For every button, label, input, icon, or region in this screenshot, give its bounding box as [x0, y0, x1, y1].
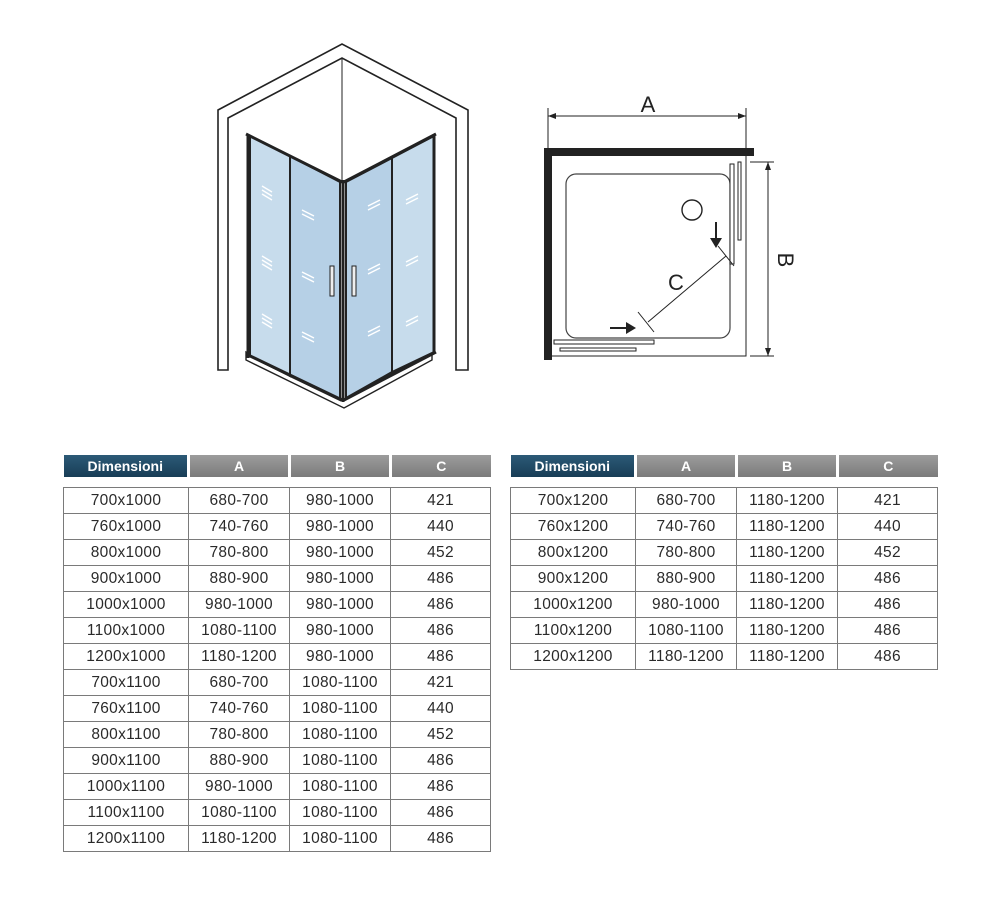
cell-a: 780-800: [636, 540, 737, 566]
cell-b: 1080-1100: [290, 826, 391, 852]
table-row: [511, 488, 938, 514]
cell-a: 1080-1100: [189, 618, 290, 644]
cell-b: 980-1000: [290, 488, 391, 514]
enclosure-outline: [548, 152, 746, 356]
cell-a: 780-800: [189, 540, 290, 566]
table-row: [511, 540, 938, 566]
dimension-b-label: B: [773, 252, 798, 268]
shower-enclosure-illustration: [210, 40, 480, 412]
cell-b: 980-1000: [290, 644, 391, 670]
header-a: A: [636, 455, 737, 477]
cell-dimensioni: 1200x1100: [64, 826, 189, 852]
table-row: [511, 644, 938, 670]
table-header-row: [511, 455, 938, 477]
cell-c: 421: [391, 488, 491, 514]
cell-a: 680-700: [189, 670, 290, 696]
dimensions-table-1: [63, 455, 491, 852]
cell-dimensioni: 1000x1100: [64, 774, 189, 800]
cell-dimensioni: 700x1200: [511, 488, 636, 514]
cell-a: 980-1000: [636, 592, 737, 618]
cell-a: 680-700: [189, 488, 290, 514]
dimension-c-label: C: [668, 270, 684, 295]
cell-b: 1180-1200: [737, 540, 838, 566]
cell-c: 486: [391, 566, 491, 592]
cell-c: 486: [391, 800, 491, 826]
cell-b: 1180-1200: [737, 514, 838, 540]
table-row: [511, 618, 938, 644]
table-row: [64, 514, 491, 540]
cell-dimensioni: 1000x1200: [511, 592, 636, 618]
table-body: [511, 488, 938, 670]
cell-dimensioni: 800x1200: [511, 540, 636, 566]
dimension-a-label: A: [640, 92, 656, 117]
cell-b: 1080-1100: [290, 722, 391, 748]
table-row: [64, 826, 491, 852]
cell-c: 421: [838, 488, 938, 514]
table-row: [64, 592, 491, 618]
table-row: [64, 748, 491, 774]
cell-b: 980-1000: [290, 618, 391, 644]
table-row: [64, 618, 491, 644]
cell-b: 1180-1200: [737, 566, 838, 592]
cell-c: 452: [391, 722, 491, 748]
cell-c: 452: [838, 540, 938, 566]
cell-dimensioni: 760x1100: [64, 696, 189, 722]
cell-a: 980-1000: [189, 592, 290, 618]
right-glass-fixed: [392, 136, 434, 372]
cell-b: 1080-1100: [290, 670, 391, 696]
cell-dimensioni: 1200x1200: [511, 644, 636, 670]
cell-c: 440: [391, 696, 491, 722]
dimensions-table-2: [510, 455, 938, 670]
cell-a: 880-900: [636, 566, 737, 592]
cell-dimensioni: 760x1000: [64, 514, 189, 540]
cell-b: 980-1000: [290, 514, 391, 540]
header-b: B: [737, 455, 838, 477]
table-body: [64, 488, 491, 852]
cell-dimensioni: 700x1000: [64, 488, 189, 514]
cell-c: 486: [391, 748, 491, 774]
table-row: [64, 774, 491, 800]
plan-view-diagram: [530, 90, 810, 366]
table-row: [64, 488, 491, 514]
cell-a: 880-900: [189, 748, 290, 774]
cell-dimensioni: 1100x1000: [64, 618, 189, 644]
cell-b: 1180-1200: [737, 592, 838, 618]
cell-a: 1080-1100: [636, 618, 737, 644]
header-b: B: [290, 455, 391, 477]
table-row: [511, 514, 938, 540]
cell-c: 486: [391, 774, 491, 800]
cell-c: 486: [391, 826, 491, 852]
cell-dimensioni: 1100x1200: [511, 618, 636, 644]
cell-c: 440: [391, 514, 491, 540]
table-row: [64, 696, 491, 722]
header-c: C: [838, 455, 938, 477]
table-row: [64, 800, 491, 826]
cell-b: 1180-1200: [737, 488, 838, 514]
left-handle: [330, 266, 334, 296]
header-c: C: [391, 455, 491, 477]
cell-dimensioni: 1200x1000: [64, 644, 189, 670]
cell-c: 421: [391, 670, 491, 696]
cell-c: 486: [391, 592, 491, 618]
table-row: [511, 592, 938, 618]
cell-b: 980-1000: [290, 592, 391, 618]
cell-a: 1180-1200: [189, 644, 290, 670]
header-dimensioni: Dimensioni: [64, 455, 189, 477]
table-row: [64, 540, 491, 566]
table-row: [64, 722, 491, 748]
cell-a: 740-760: [636, 514, 737, 540]
cell-a: 680-700: [636, 488, 737, 514]
table-row: [64, 566, 491, 592]
table-row: [64, 644, 491, 670]
cell-b: 980-1000: [290, 566, 391, 592]
table-row: [64, 670, 491, 696]
cell-c: 486: [838, 566, 938, 592]
cell-b: 1080-1100: [290, 748, 391, 774]
cell-a: 1180-1200: [189, 826, 290, 852]
cell-dimensioni: 760x1200: [511, 514, 636, 540]
cell-a: 1080-1100: [189, 800, 290, 826]
cell-b: 980-1000: [290, 540, 391, 566]
table-row: [511, 566, 938, 592]
table-header-row: [64, 455, 491, 477]
cell-a: 980-1000: [189, 774, 290, 800]
cell-b: 1080-1100: [290, 800, 391, 826]
cell-c: 486: [838, 644, 938, 670]
cell-c: 486: [391, 618, 491, 644]
cell-c: 486: [838, 618, 938, 644]
cell-a: 740-760: [189, 696, 290, 722]
cell-a: 880-900: [189, 566, 290, 592]
right-handle: [352, 266, 356, 296]
cell-a: 1180-1200: [636, 644, 737, 670]
cell-dimensioni: 800x1100: [64, 722, 189, 748]
cell-c: 452: [391, 540, 491, 566]
cell-dimensioni: 800x1000: [64, 540, 189, 566]
cell-a: 780-800: [189, 722, 290, 748]
cell-dimensioni: 900x1100: [64, 748, 189, 774]
cell-c: 486: [391, 644, 491, 670]
cell-b: 1080-1100: [290, 774, 391, 800]
cell-dimensioni: 1000x1000: [64, 592, 189, 618]
cell-c: 440: [838, 514, 938, 540]
cell-b: 1180-1200: [737, 644, 838, 670]
cell-dimensioni: 700x1100: [64, 670, 189, 696]
cell-dimensioni: 1100x1100: [64, 800, 189, 826]
cell-c: 486: [838, 592, 938, 618]
cell-b: 1080-1100: [290, 696, 391, 722]
cell-b: 1180-1200: [737, 618, 838, 644]
header-a: A: [189, 455, 290, 477]
cell-dimensioni: 900x1000: [64, 566, 189, 592]
cell-a: 740-760: [189, 514, 290, 540]
left-glass-fixed: [250, 136, 290, 376]
cell-dimensioni: 900x1200: [511, 566, 636, 592]
header-dimensioni: Dimensioni: [511, 455, 636, 477]
